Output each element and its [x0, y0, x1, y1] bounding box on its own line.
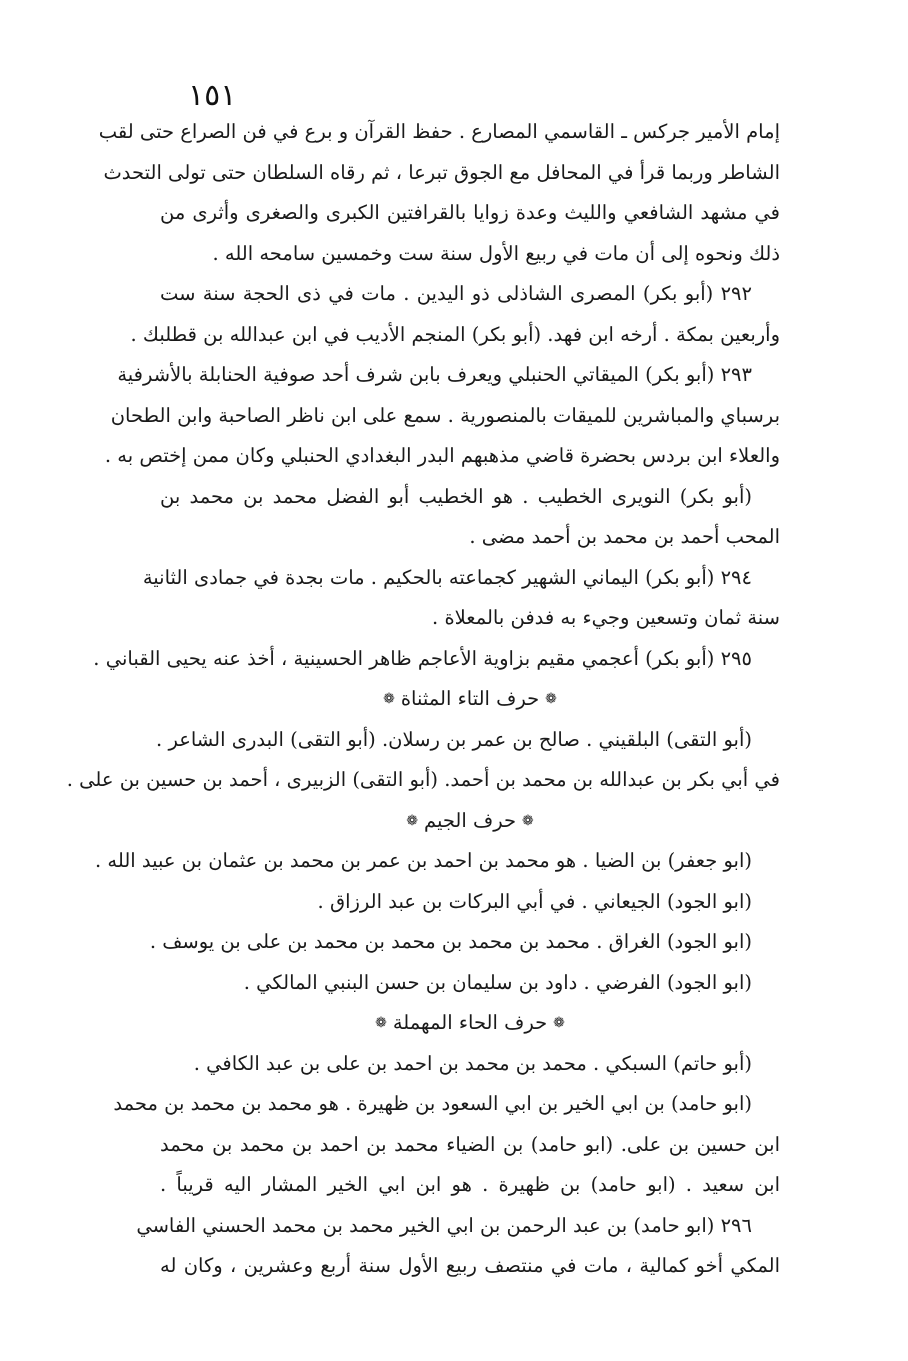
- text-line: (ابو الجود) الجيعاني . في أبي البركات بن عبد الرزاق .: [317, 889, 752, 913]
- text-line: ابن حسين بن على. (ابو حامد) بن الضياء محمد بن احمد بن محمد بن محمد: [160, 1132, 780, 1156]
- text-line: ٢٩٥ (أبو بكر) أعجمي مقيم بزاوية الأعاجم ظاهر الحسينية ، أخذ عنه يحيى القباني .: [93, 646, 752, 670]
- text-line: ٢٩٤ (أبو بكر) اليماني الشهير كجماعته بالحكيم . مات بجدة في جمادى الثانية: [142, 565, 752, 589]
- text-line: والعلاء ابن بردس بحضرة قاضي مذهبهم البدر البغدادي الحنبلي وكان ممن إختص به .: [104, 444, 780, 467]
- page-number: ١٥١: [188, 78, 237, 113]
- text-line: (ابو جعفر) بن الضيا . هو محمد بن احمد بن عمر بن محمد بن عثمان بن عبيد الله .: [95, 849, 752, 872]
- ornament-icon: ❁: [545, 691, 557, 708]
- text-line: إمام الأمير جركس ـ القاسمي المصارع . حفظ القرآن و برع في فن الصراع حتى لقب: [98, 120, 780, 143]
- ornament-icon: ❁: [406, 812, 418, 829]
- text-line: ٢٩٦ (ابو حامد) بن عبد الرحمن بن ابي الخير محمد بن محمد الحسني الفاسي: [136, 1213, 752, 1237]
- text-line: المكي أخو كمالية ، مات في منتصف ربيع الأول سنة أربع وعشرين ، وكان له: [160, 1254, 780, 1277]
- text-line: (أبو التقى) البلقيني . صالح بن عمر بن رسلان. (أبو التقى) البدرى الشاعر .: [156, 727, 752, 751]
- section-heading-text: حرف التاء المثناة: [400, 687, 540, 710]
- section-heading-text: حرف الحاء المهملة: [392, 1011, 548, 1034]
- section-heading: [160, 1003, 780, 1044]
- text-line: سنة ثمان وتسعين وجيء به فدفن بالمعلاة .: [432, 606, 780, 629]
- text-line: ابن سعيد . (ابو حامد) بن ظهيرة . هو ابن ابي الخير المشار اليه قريباً .: [160, 1173, 780, 1196]
- text-line: ذلك ونحوه إلى أن مات في ربيع الأول سنة ست وخمسين سامحه الله .: [212, 241, 780, 265]
- text-line: وأربعين بمكة . أرخه ابن فهد. (أبو بكر) المنجم الأديب في ابن عبدالله بن قطلبك .: [130, 322, 780, 346]
- section-heading-text: حرف الجيم: [423, 808, 517, 832]
- text-line: (أبو حاتم) السبكي . محمد بن محمد بن احمد بن على بن عبد الكافي .: [193, 1051, 752, 1075]
- text-line: الشاطر وربما قرأ في المحافل مع الجوق تبرعا ، ثم رقاه السلطان حتى تولى التحدث: [103, 160, 780, 184]
- text-line: ٢٩٣ (أبو بكر) الميقاتي الحنبلي ويعرف بابن شرف أحد صوفية الحنابلة بالأشرفية: [117, 363, 752, 386]
- section-heading: [160, 801, 780, 842]
- ornament-icon: ❁: [553, 1015, 565, 1032]
- text-line: ٢٩٢ (أبو بكر) المصرى الشاذلى ذو اليدين . مات في ذى الحجة سنة ست: [160, 282, 752, 305]
- text-line: برسباي والمباشرين للميقات بالمنصورية . سمع على ابن ناظر الصاحبة وابن الطحان: [110, 403, 780, 427]
- text-line: (ابو الجود) الغراق . محمد بن محمد بن محمد بن محمد بن على بن يوسف .: [149, 930, 752, 953]
- section-heading: [160, 679, 780, 720]
- ornament-icon: ❁: [383, 691, 395, 708]
- ornament-icon: ❁: [375, 1015, 387, 1032]
- text-line: في مشهد الشافعي والليث وعدة زوايا بالقرافتين الكبرى والصغرى وأثرى من: [160, 201, 780, 224]
- ornament-icon: ❁: [522, 812, 534, 829]
- text-line: المحب أحمد بن محمد بن أحمد مضى .: [469, 525, 780, 548]
- main-text-block: [66, 112, 780, 1287]
- text-line: (أبو بكر) النويرى الخطيب . هو الخطيب أبو الفضل محمد بن محمد بن: [160, 484, 752, 508]
- text-line: (ابو حامد) بن ابي الخير بن ابي السعود بن ظهيرة . هو محمد بن محمد بن محمد: [113, 1092, 752, 1115]
- text-line: في أبي بكر بن عبدالله بن محمد بن أحمد. (أبو التقى) الزبيرى ، أحمد بن حسين بن على .: [66, 768, 780, 791]
- text-line: (ابو الجود) الفرضي . داود بن سليمان بن حسن البنبي المالكي .: [243, 970, 752, 994]
